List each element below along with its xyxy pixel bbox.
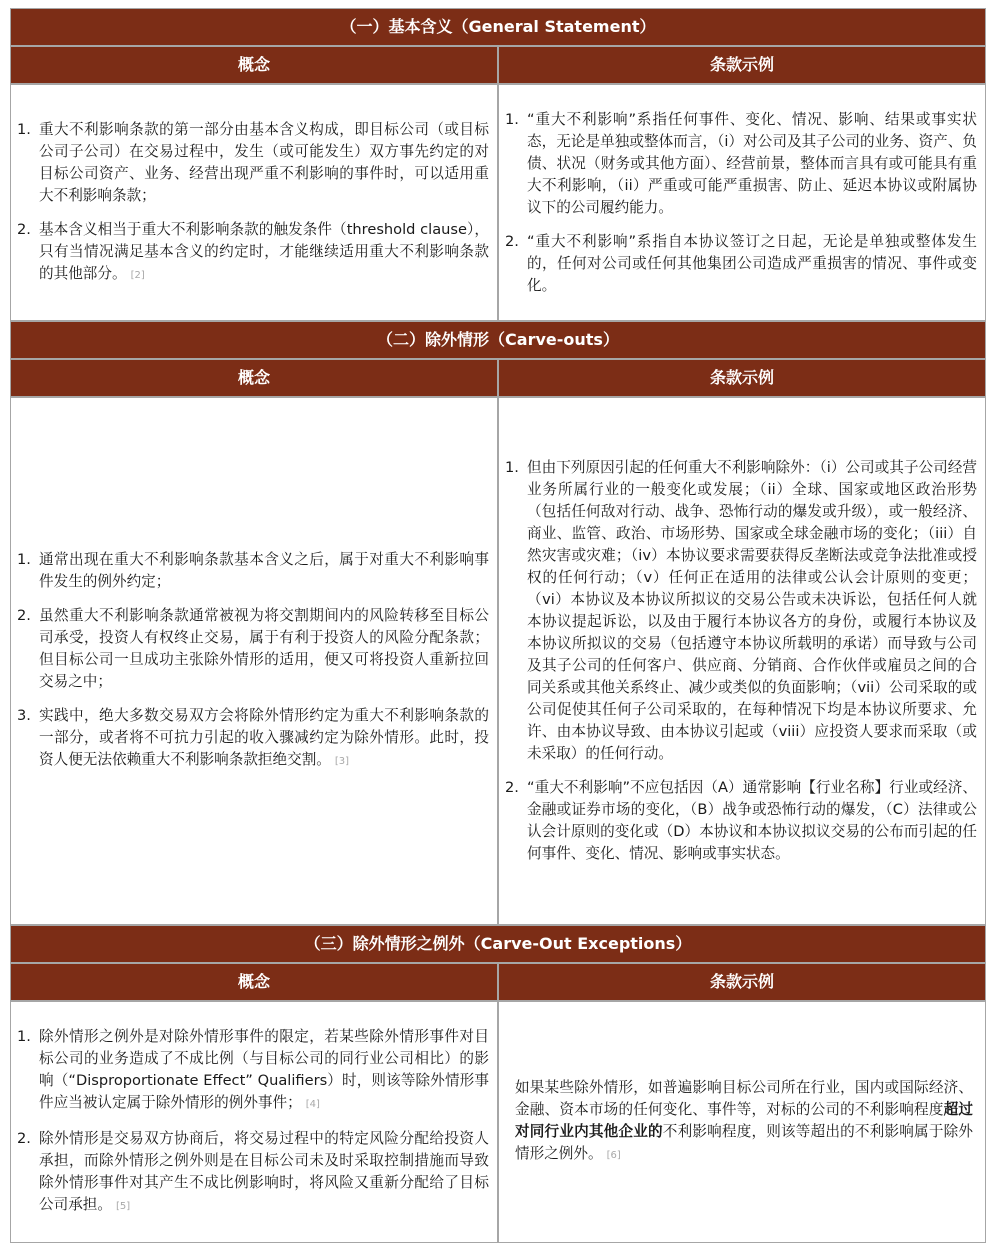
list-item: 2. “重大不利影响”系指自本协议签订之日起，无论是单独或整体发生的，任何对公司或任何其他集团公司造成严重损害的情况、事件或变化。 bbox=[505, 232, 977, 294]
section-1-example-cell bbox=[498, 84, 986, 321]
list-item: 1. 除外情形之例外是对除外情形事件的限定，若某些除外情形事件对目标公司的业务造成了不成比例（与目标公司的同行业公司相比）的影响（“Disproportionate Effect” Qualifiers）时，则该等除外情形事件应当被认定属于除外情形的例外事件； [4] bbox=[17, 1028, 489, 1111]
section-1-concept-cell bbox=[10, 84, 498, 321]
list-item: 2. “重大不利影响”不应包括因（A）通常影响【行业名称】行业或经济、金融或证券市场的变化，（B）战争或恐怖行动的爆发，（C）法律或公认会计原则的变化或（D）本协议和本协议拟议交易的公布而引起的任何事件、变化、情况、影响或事实状态。 bbox=[505, 779, 977, 862]
footnote-ref[interactable]: [4] bbox=[305, 1099, 320, 1110]
section-1-header-row bbox=[10, 46, 986, 84]
emphasis-text: 超过对同行业内其他企业的 bbox=[515, 1101, 973, 1140]
footnote-ref[interactable]: [5] bbox=[115, 1201, 131, 1212]
section-1-body-row bbox=[10, 84, 986, 321]
section-3-header-row bbox=[10, 963, 986, 1001]
section-3-title: （三）除外情形之例外（Carve-Out Exceptions） bbox=[10, 925, 986, 963]
list-item: 1. “重大不利影响”系指任何事件、变化、情况、影响、结果或事实状态，无论是单独或整体而言，（i）对公司及其子公司的业务、资产、负债、状况（财务或其他方面）、经营前景，整体而言具有或可能具有重大不利影响，（ii）严重或可能严重损害、防止、延迟本协议或附属协议下的公司履约能力。 bbox=[505, 110, 977, 216]
section-2-concept-cell bbox=[10, 397, 498, 925]
list-item: 1. 但由下列原因引起的任何重大不利影响除外：（i）公司或其子公司经营业务所属行业的一般变化或发展；（ii）全球、国家或地区政治形势（包括任何敌对行动、战争、恐怖行动的爆发或升级），或一般经济、商业、监管、政治、市场形势、国家或全球金融市场的变化；（iii）自然灾害或灾难；（iv）本协议要求需要获得反垄断法或竞争法批准或授权的任何行动；（v）任何正在适用的法律或公认会计原则的变更；（vi）本协议及本协议所拟议的交易公告或未决诉讼，包括任何人就本协议提起诉讼，以及由于履行本协议各方的身份，或履行本协议及本协议所拟议的交易（包括遵守本协议所载明的承诺）而导致与公司及其子公司的任何客户、供应商、分销商、合作伙伴或雇员之间的合同关系或其他关系终止、减少或类似的负面影响；（vii）公司采取的或公司促使其任何子公司采取的，在每种情况下均是本协议所要求、允许、由本协议导致、由本协议引起或（viii）应投资人要求而采取（或未采取）的任何行动。 bbox=[505, 459, 977, 762]
section-3-concept-cell bbox=[10, 1001, 498, 1243]
list-item: 1. 重大不利影响条款的第一部分由基本含义构成，即目标公司（或目标公司子公司）在交易过程中，发生（或可能发生）双方事先约定的对目标公司资产、业务、经营出现严重不利影响的事件时，可以适用重大不利影响条款； bbox=[17, 120, 489, 204]
section-2-header-row bbox=[10, 359, 986, 397]
section-2-concept-header: 概念 bbox=[10, 359, 498, 397]
section-1-title: （一）基本含义（General Statement） bbox=[10, 8, 986, 46]
section-2-example-cell bbox=[498, 397, 986, 925]
list-item: 2. 基本含义相当于重大不利影响条款的触发条件（threshold clause），只有当情况满足基本含义的约定时，才能继续适用重大不利影响条款的其他部分。 [2] bbox=[17, 220, 489, 282]
section-1-example-header: 条款示例 bbox=[498, 46, 986, 84]
section-3-body-row bbox=[10, 1001, 986, 1243]
section-3-example-cell bbox=[498, 1001, 986, 1243]
section-3-example-header: 条款示例 bbox=[498, 963, 986, 1001]
section-2-title: （二）除外情形（Carve-outs） bbox=[10, 321, 986, 359]
example-paragraph: 如果某些除外情形，如普遍影响目标公司所在行业，国内或国际经济、金融、资本市场的任何变化、事件等，对标的公司的不利影响程度超过对同行业内其他企业的不利影响程度，则该等超出的不利影响属于除外情形之例外。 [6] bbox=[515, 1079, 973, 1162]
list-item: 1. 通常出现在重大不利影响条款基本含义之后，属于对重大不利影响事件发生的例外约定； bbox=[17, 551, 489, 590]
section-2-example-header: 条款示例 bbox=[498, 359, 986, 397]
footnote-ref[interactable]: [6] bbox=[606, 1150, 621, 1161]
list-item: 3. 实践中，绝大多数交易双方会将除外情形约定为重大不利影响条款的一部分，或者将不可抗力引起的收入骤减约定为除外情形。此时，投资人便无法依赖重大不利影响条款拒绝交割。 [3] bbox=[17, 707, 489, 768]
list-item: 2. 虽然重大不利影响条款通常被视为将交割期间内的风险转移至目标公司承受，投资人有权终止交易，属于有利于投资人的风险分配条款；但目标公司一旦成功主张除外情形的适用，便又可将投资人重新拉回交易之中； bbox=[17, 607, 489, 690]
section-2-body-row bbox=[10, 397, 986, 925]
mac-clause-table bbox=[10, 8, 986, 1243]
section-3-concept-header: 概念 bbox=[10, 963, 498, 1001]
section-1-concept-header: 概念 bbox=[10, 46, 498, 84]
footnote-ref[interactable]: [3] bbox=[334, 756, 350, 767]
footnote-ref[interactable]: [2] bbox=[130, 269, 145, 281]
list-item: 2. 除外情形是交易双方协商后，将交易过程中的特定风险分配给投资人承担，而除外情形之例外则是在目标公司未及时采取控制措施而导致除外情形事件对其产生不成比例影响时，将风险又重新分配给了目标公司承担。 [5] bbox=[17, 1130, 489, 1213]
